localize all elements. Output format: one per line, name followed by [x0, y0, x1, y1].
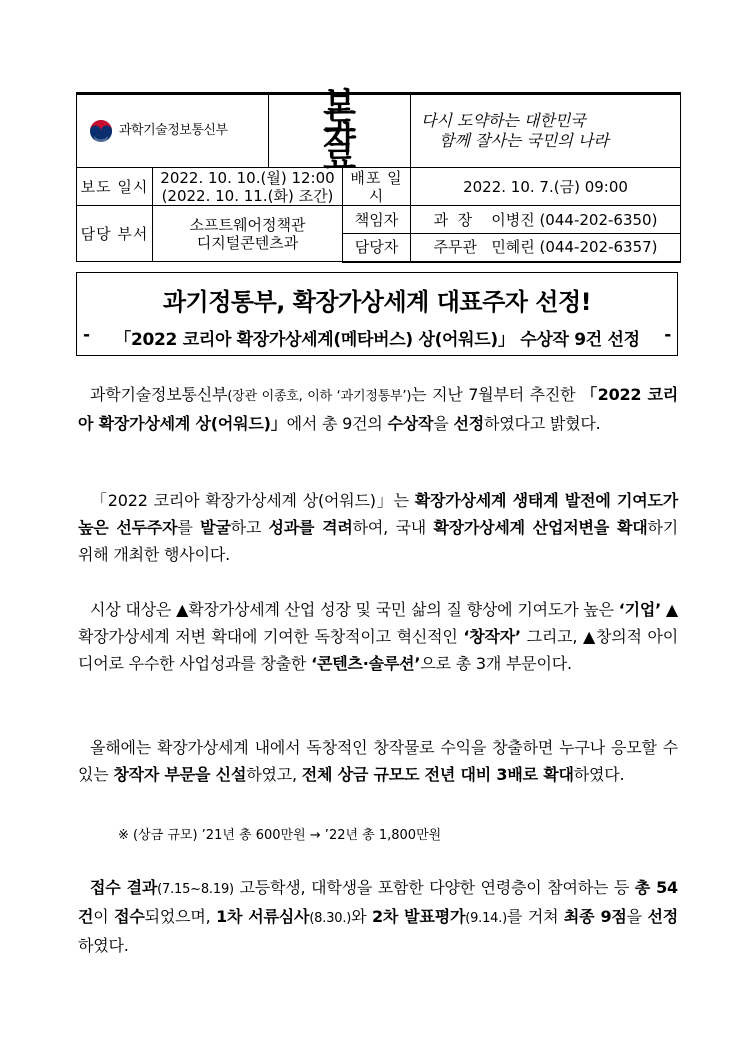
- p2-e: 하고: [230, 518, 269, 537]
- p2-f: 성과를 격려: [268, 518, 353, 537]
- p4-a: 올해에는 확장가상세계 내에서 독창적인 창작물로 수익을 창출하면 누구나 응모할 수 있는: [78, 738, 678, 784]
- p1-d: 「2022 코리아 확장가상세계 상(어워드)」: [78, 385, 679, 433]
- p5-g: 되었으며,: [144, 907, 217, 926]
- ministry-name: 과학기술정보통신부: [119, 123, 228, 138]
- headline-sub-dash-right: -: [664, 325, 671, 345]
- release-date-line-2: (2022. 10. 11.(화) 조간): [161, 186, 334, 205]
- headline-main: 과기정통부, 확장가상세계 대표주자 선정!: [162, 288, 592, 316]
- headline-sub-dash-left: -: [83, 325, 90, 345]
- government-slogan: [411, 94, 681, 168]
- department-label: 담당 부서: [77, 206, 153, 262]
- headline-sub: [77, 325, 677, 350]
- p1-i: 하였다고 밝혔다.: [483, 414, 601, 433]
- responsible-position: 과 장: [433, 210, 473, 229]
- p1-e: 에서 총 9건의: [286, 414, 388, 433]
- paragraph-4: [78, 734, 678, 788]
- release-date-line-1: 2022. 10. 10.(월) 12:00: [160, 168, 335, 187]
- p5-a: 접수 결과: [90, 878, 158, 897]
- p5-m: 를 거쳐: [507, 907, 564, 926]
- p1-f: 수상작: [387, 414, 434, 433]
- p2-i: 하기 위해 개최한 행사이다.: [78, 518, 678, 564]
- p2-g: 하여, 국내: [352, 518, 434, 537]
- p3-d: ‘창작자’: [463, 627, 521, 646]
- p2-h: 확장가상세계 산업저변을 확대: [433, 518, 648, 537]
- p3-e: 그리고, ▲창의적 아이디어로 우수한 사업성과를 창출한: [78, 627, 678, 673]
- press-release-header: [76, 84, 681, 263]
- responsible-name: 이병진 (044-202-6350): [491, 210, 658, 229]
- p4-c: 하였고,: [246, 765, 302, 784]
- p5-i: (8.30.): [309, 911, 352, 926]
- headline-box: [76, 272, 678, 356]
- p5-j: 와: [351, 907, 372, 926]
- p4-d: 전체 상금 규모도 전년 대비 3배로 확대: [301, 765, 574, 784]
- department-line-2: 디지털콘텐츠과: [196, 233, 299, 252]
- p3-g: 으로 총 3개 부문이다.: [420, 654, 572, 673]
- p4-e: 하였다.: [573, 765, 625, 784]
- p2-a: 「2022 코리아 확장가상세계 상(어워드)」는: [90, 491, 415, 510]
- p1-b: (장관 이종호, 이하 ‘과기정통부’): [227, 389, 412, 404]
- p5-c: 고등학생, 대학생을 포함한 다양한 연령층이 참여하는 등: [233, 878, 635, 897]
- p2-c: 를: [177, 518, 201, 537]
- slogan-line-1: 다시 도약하는 대한민국: [421, 111, 586, 130]
- p5-e: 이: [93, 907, 115, 926]
- release-date-value: [153, 168, 343, 206]
- government-emblem-icon: [89, 119, 113, 143]
- p5-k: 2차 발표평가: [371, 907, 466, 926]
- p5-b: (7.15~8.19): [157, 882, 234, 897]
- p2-d: 발굴: [200, 518, 231, 537]
- paragraph-5: [78, 874, 678, 959]
- paragraph-3: [78, 596, 678, 677]
- contact-person: [411, 234, 681, 262]
- department-line-1: 소프트웨어정책관: [189, 215, 306, 234]
- p1-h: 선정: [453, 414, 484, 433]
- paragraph-1: [78, 381, 678, 437]
- distribution-date-label: 배포 일시: [343, 168, 411, 206]
- contact-label: 담당자: [343, 234, 411, 262]
- p5-o: 을: [626, 907, 648, 926]
- p5-n: 최종 9점: [563, 907, 627, 926]
- release-date-label: 보도 일시: [77, 168, 153, 206]
- ministry-logo-cell: [77, 94, 269, 168]
- p5-h: 1차 서류심사: [216, 907, 310, 926]
- p1-c: 는 지난 7월부터 추진한: [411, 385, 582, 404]
- p3-b: ‘기업’: [618, 600, 661, 619]
- department-value: [153, 206, 343, 262]
- p3-a: 시상 대상은 ▲확장가상세계 산업 성장 및 국민 삶의 질 향상에 기여도가 높은: [90, 600, 619, 619]
- distribution-date-value: 2022. 10. 7.(금) 09:00: [411, 168, 681, 206]
- p5-l: (9.14.): [465, 911, 508, 926]
- responsible-label: 책임자: [343, 206, 411, 234]
- slogan-line-2: 함께 잘사는 국민의 나라: [439, 131, 609, 150]
- prize-scale-note: ※ (상금 규모) ’21년 총 600만원 → ’22년 총 1,800만원: [118, 828, 442, 843]
- p5-d: 총 54건: [78, 878, 678, 926]
- p5-p: 선정: [647, 907, 678, 926]
- paragraph-2: [78, 487, 678, 568]
- p1-a: 과학기술정보통신부: [90, 385, 228, 404]
- p3-f: ‘콘텐츠·솔루션’: [311, 654, 421, 673]
- p1-g: 을: [433, 414, 454, 433]
- contact-position: 주무관: [433, 238, 477, 257]
- page-title: 보 도 자 료: [269, 94, 411, 168]
- p3-c: ▲확장가상세계 저변 확대에 기여한 독창적이고 혁신적인: [78, 600, 678, 646]
- contact-name: 민혜린 (044-202-6357): [491, 238, 658, 257]
- p5-f: 접수: [114, 907, 145, 926]
- headline-sub-text: 「2022 코리아 확장가상세계(메타버스) 상(어워드)」 수상작 9건 선정: [114, 330, 640, 350]
- p2-b: 확장가상세계 생태계 발전에 기여도가 높은 선두주자: [78, 491, 678, 537]
- p4-b: 창작자 부문을 신설: [113, 765, 247, 784]
- responsible-contact: [411, 206, 681, 234]
- p5-q: 하였다.: [78, 936, 129, 955]
